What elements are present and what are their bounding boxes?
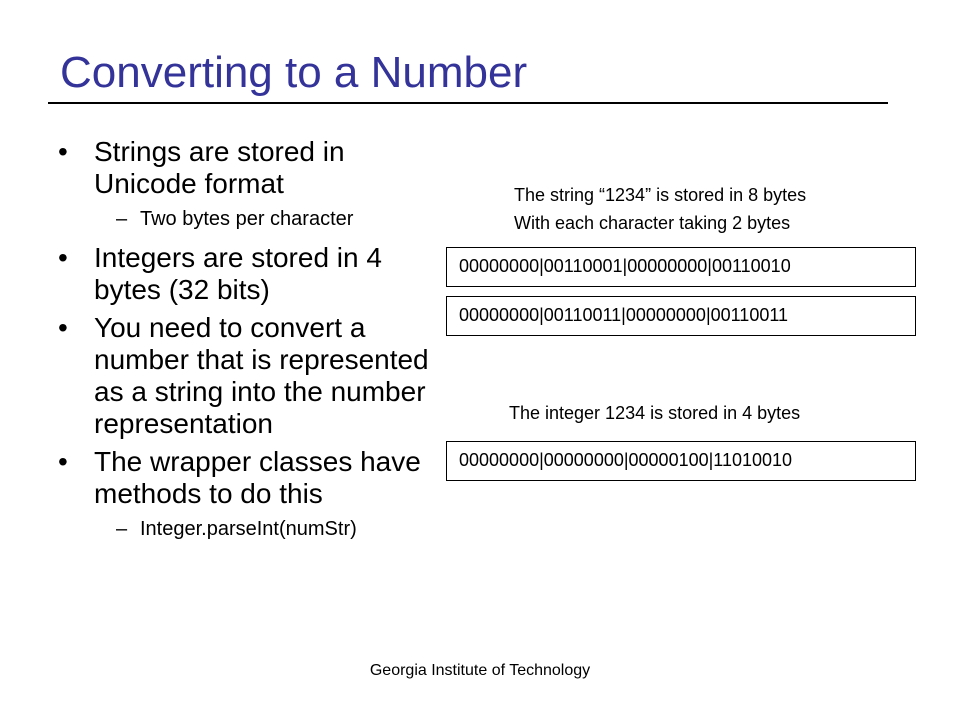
sub-bullet-text: Two bytes per character [140, 208, 354, 230]
footer-text: Georgia Institute of Technology [369, 662, 591, 679]
sub-bullet-item [58, 516, 438, 542]
bullet-marker: • [58, 312, 68, 343]
bullet-text: Strings are stored in Unicode format [94, 136, 345, 199]
bullet-text: Integers are stored in 4 bytes (32 bits) [94, 242, 382, 305]
integer-bytes-row: 00000000|00000000|00000100|11010010 [446, 441, 916, 481]
bullet-item [58, 312, 438, 440]
bullet-marker: • [58, 242, 68, 273]
sub-bullet-marker: – [116, 518, 128, 540]
string-bytes-row-2: 00000000|00110011|00000000|00110011 [446, 296, 916, 336]
slide-title: Converting to a Number [60, 48, 528, 97]
integer-storage-label: The integer 1234 is stored in 4 bytes [509, 403, 801, 423]
string-storage-label-line1: The string “1234” is stored in 8 bytes [514, 185, 807, 205]
bullet-text: You need to convert a number that is represented as a string into the number representation [94, 312, 429, 439]
bullet-marker: • [58, 446, 68, 477]
title-underline [48, 102, 888, 104]
sub-bullet-item [58, 206, 438, 232]
bullet-item [58, 446, 438, 510]
bullet-item [58, 242, 438, 306]
bullet-item [58, 136, 438, 200]
bullet-list [58, 136, 438, 552]
sub-bullet-marker: – [116, 208, 128, 230]
bullet-marker: • [58, 136, 68, 167]
string-bytes-row-1: 00000000|00110001|00000000|00110010 [446, 247, 916, 287]
string-storage-label-line2: With each character taking 2 bytes [514, 213, 791, 233]
bullet-text: The wrapper classes have methods to do this [94, 446, 421, 509]
sub-bullet-text: Integer.parseInt(numStr) [140, 518, 357, 540]
